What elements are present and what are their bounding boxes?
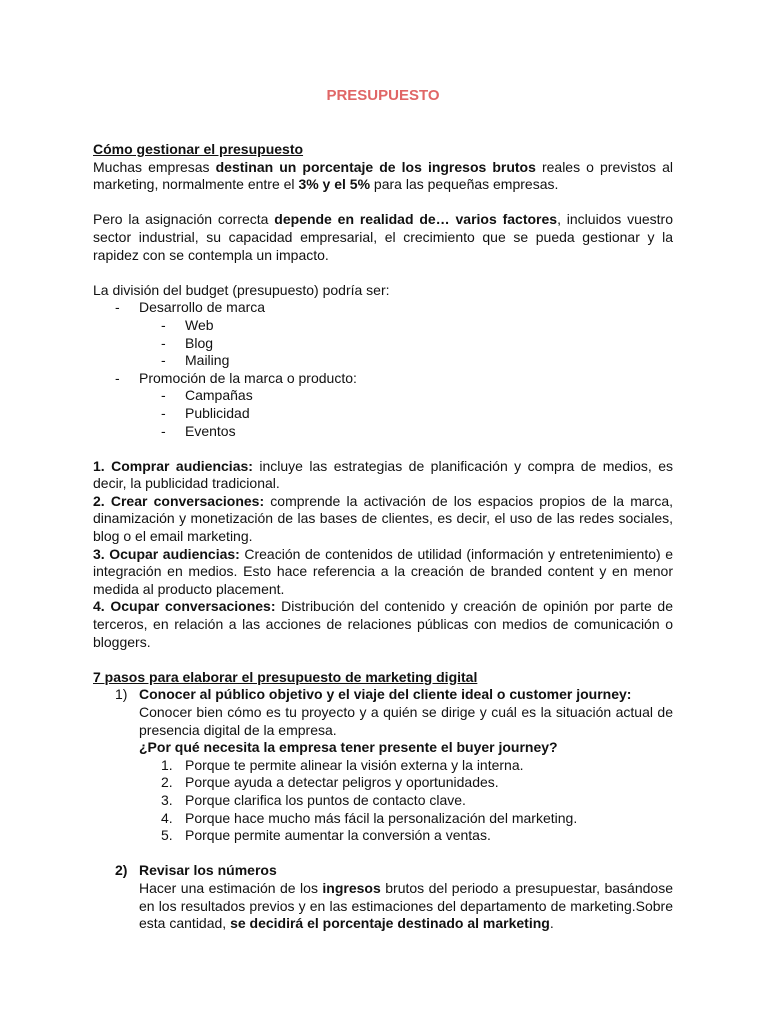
list-subitem-label: Publicidad	[185, 404, 250, 421]
text-run: , incluidos vuestro sector industrial, su capacidad empresarial, el crecimiento que se pueda gestionar y la rapidez con se contempla un impacto.	[93, 211, 673, 263]
step-title: Revisar los números	[139, 862, 277, 879]
point-label: 2. Crear conversaciones:	[93, 492, 265, 509]
reason-number: 3.	[161, 791, 173, 808]
point-text: comprende la activación de los espacios propios de la marca, dinamización y monetización de las bases de clientes, es decir, el uso de las redes sociales, blog o el email marketing.	[93, 492, 674, 545]
bold-run: ingresos	[322, 879, 381, 896]
reason-item	[93, 827, 673, 845]
section-heading-seven-steps: 7 pasos para elaborar el presupuesto de marketing digital	[93, 668, 478, 685]
list-subitem	[93, 423, 673, 441]
point-label: 3. Ocupar audiencias:	[93, 545, 240, 562]
point-buy-audiences	[93, 458, 673, 493]
dash-marker: -	[161, 316, 166, 333]
reason-text: Porque permite aumentar la conversión a ventas.	[185, 827, 491, 844]
reason-text: Porque hace mucho más fácil la personalización del marketing.	[185, 809, 578, 826]
reason-text: Porque te permite alinear la visión externa y la interna.	[185, 756, 524, 773]
dash-marker: -	[161, 422, 166, 439]
list-subitem	[93, 352, 673, 370]
dash-marker: -	[161, 387, 166, 404]
list-subitem-label: Eventos	[185, 422, 236, 439]
reason-item	[93, 774, 673, 792]
step-text: Conocer bien cómo es tu proyecto y a quién se dirige y cuál es la situación actual de presencia digital de la empresa.	[139, 704, 673, 738]
dash-marker: -	[115, 369, 120, 386]
dash-marker: -	[161, 404, 166, 421]
section-heading-budget: Cómo gestionar el presupuesto	[93, 141, 304, 157]
reason-text: Porque clarifica los puntos de contacto clave.	[185, 791, 466, 808]
dash-marker: -	[161, 352, 166, 369]
reason-item	[93, 792, 673, 810]
point-create-conversations	[93, 493, 673, 546]
list-subitem	[93, 317, 673, 335]
reason-number: 5.	[161, 827, 173, 844]
step-2	[93, 862, 673, 932]
list-subitem-label: Web	[185, 316, 214, 333]
bold-run: se decidirá el porcentaje destinado al marketing	[230, 915, 550, 932]
bold-run: destinan un porcentaje de los ingresos brutos	[215, 158, 536, 175]
text-run: reales o previstos al marketing, normalmente entre el	[93, 158, 673, 193]
point-text: Distribución del contenido y creación de opinión por parte de terceros, en relación a las acciones de relaciones públicas con medios de comunicación o bloggers.	[93, 598, 674, 650]
text-run: Hacer una estimación de los	[139, 879, 323, 896]
text-run: Muchas empresas	[93, 158, 216, 175]
step-marker: 2)	[115, 862, 128, 879]
paragraph-division: La división del budget (presupuesto) podría ser:	[93, 281, 390, 298]
list-subitem-label: Mailing	[185, 352, 230, 369]
list-subitem	[93, 405, 673, 423]
bold-run: depende en realidad de… varios factores	[274, 211, 558, 228]
document-title: PRESUPUESTO	[326, 87, 440, 104]
dash-marker: -	[115, 299, 120, 316]
list-subitem-label: Blog	[185, 334, 214, 351]
reason-item	[93, 757, 673, 775]
list-item-brand-development	[93, 299, 673, 317]
reason-number: 2.	[161, 774, 173, 791]
text-run: para las pequeñas empresas.	[370, 176, 559, 193]
list-subitem	[93, 387, 673, 405]
step-marker: 1)	[115, 686, 128, 703]
step-title: Conocer al público objetivo y el viaje del cliente ideal o customer journey:	[139, 686, 632, 703]
step-text	[139, 880, 673, 933]
document-body	[93, 141, 673, 933]
text-run: .	[549, 915, 554, 932]
reason-number: 4.	[161, 809, 173, 826]
dash-marker: -	[161, 334, 166, 351]
list-item-label: Promoción de la marca o producto:	[139, 369, 357, 386]
list-item-brand-promotion	[93, 370, 673, 388]
text-run: brutos del periodo a presupuestar, basándose en los resultados previos y en las estimaciones del departamento de marketing.Sobre esta cantidad,	[139, 879, 673, 932]
point-label: 1. Comprar audiencias:	[93, 457, 253, 474]
point-occupy-conversations	[93, 598, 673, 651]
reason-item	[93, 810, 673, 828]
bold-run: 3% y el 5%	[298, 176, 371, 193]
point-label: 4. Ocupar conversaciones:	[93, 598, 276, 615]
step-question: ¿Por qué necesita la empresa tener presente el buyer journey?	[139, 739, 558, 756]
list-subitem	[93, 335, 673, 353]
point-text: Creación de contenidos de utilidad (información y entretenimiento) e integración en medios. Esto hace referencia a la creación de branded content y en menor medida al producto placement.	[93, 545, 673, 597]
text-run: Pero la asignación correcta	[93, 211, 275, 228]
point-text: incluye las estrategias de planificación y compra de medios, es decir, la publicidad tradicional.	[93, 457, 673, 492]
list-subitem-label: Campañas	[185, 387, 253, 404]
point-occupy-audiences	[93, 546, 673, 599]
list-item-label: Desarrollo de marca	[139, 299, 266, 316]
paragraph-factors	[93, 211, 673, 264]
reason-number: 1.	[161, 756, 173, 773]
reason-text: Porque ayuda a detectar peligros y oportunidades.	[185, 774, 499, 791]
paragraph-intro	[93, 159, 673, 194]
step-1	[93, 686, 673, 756]
